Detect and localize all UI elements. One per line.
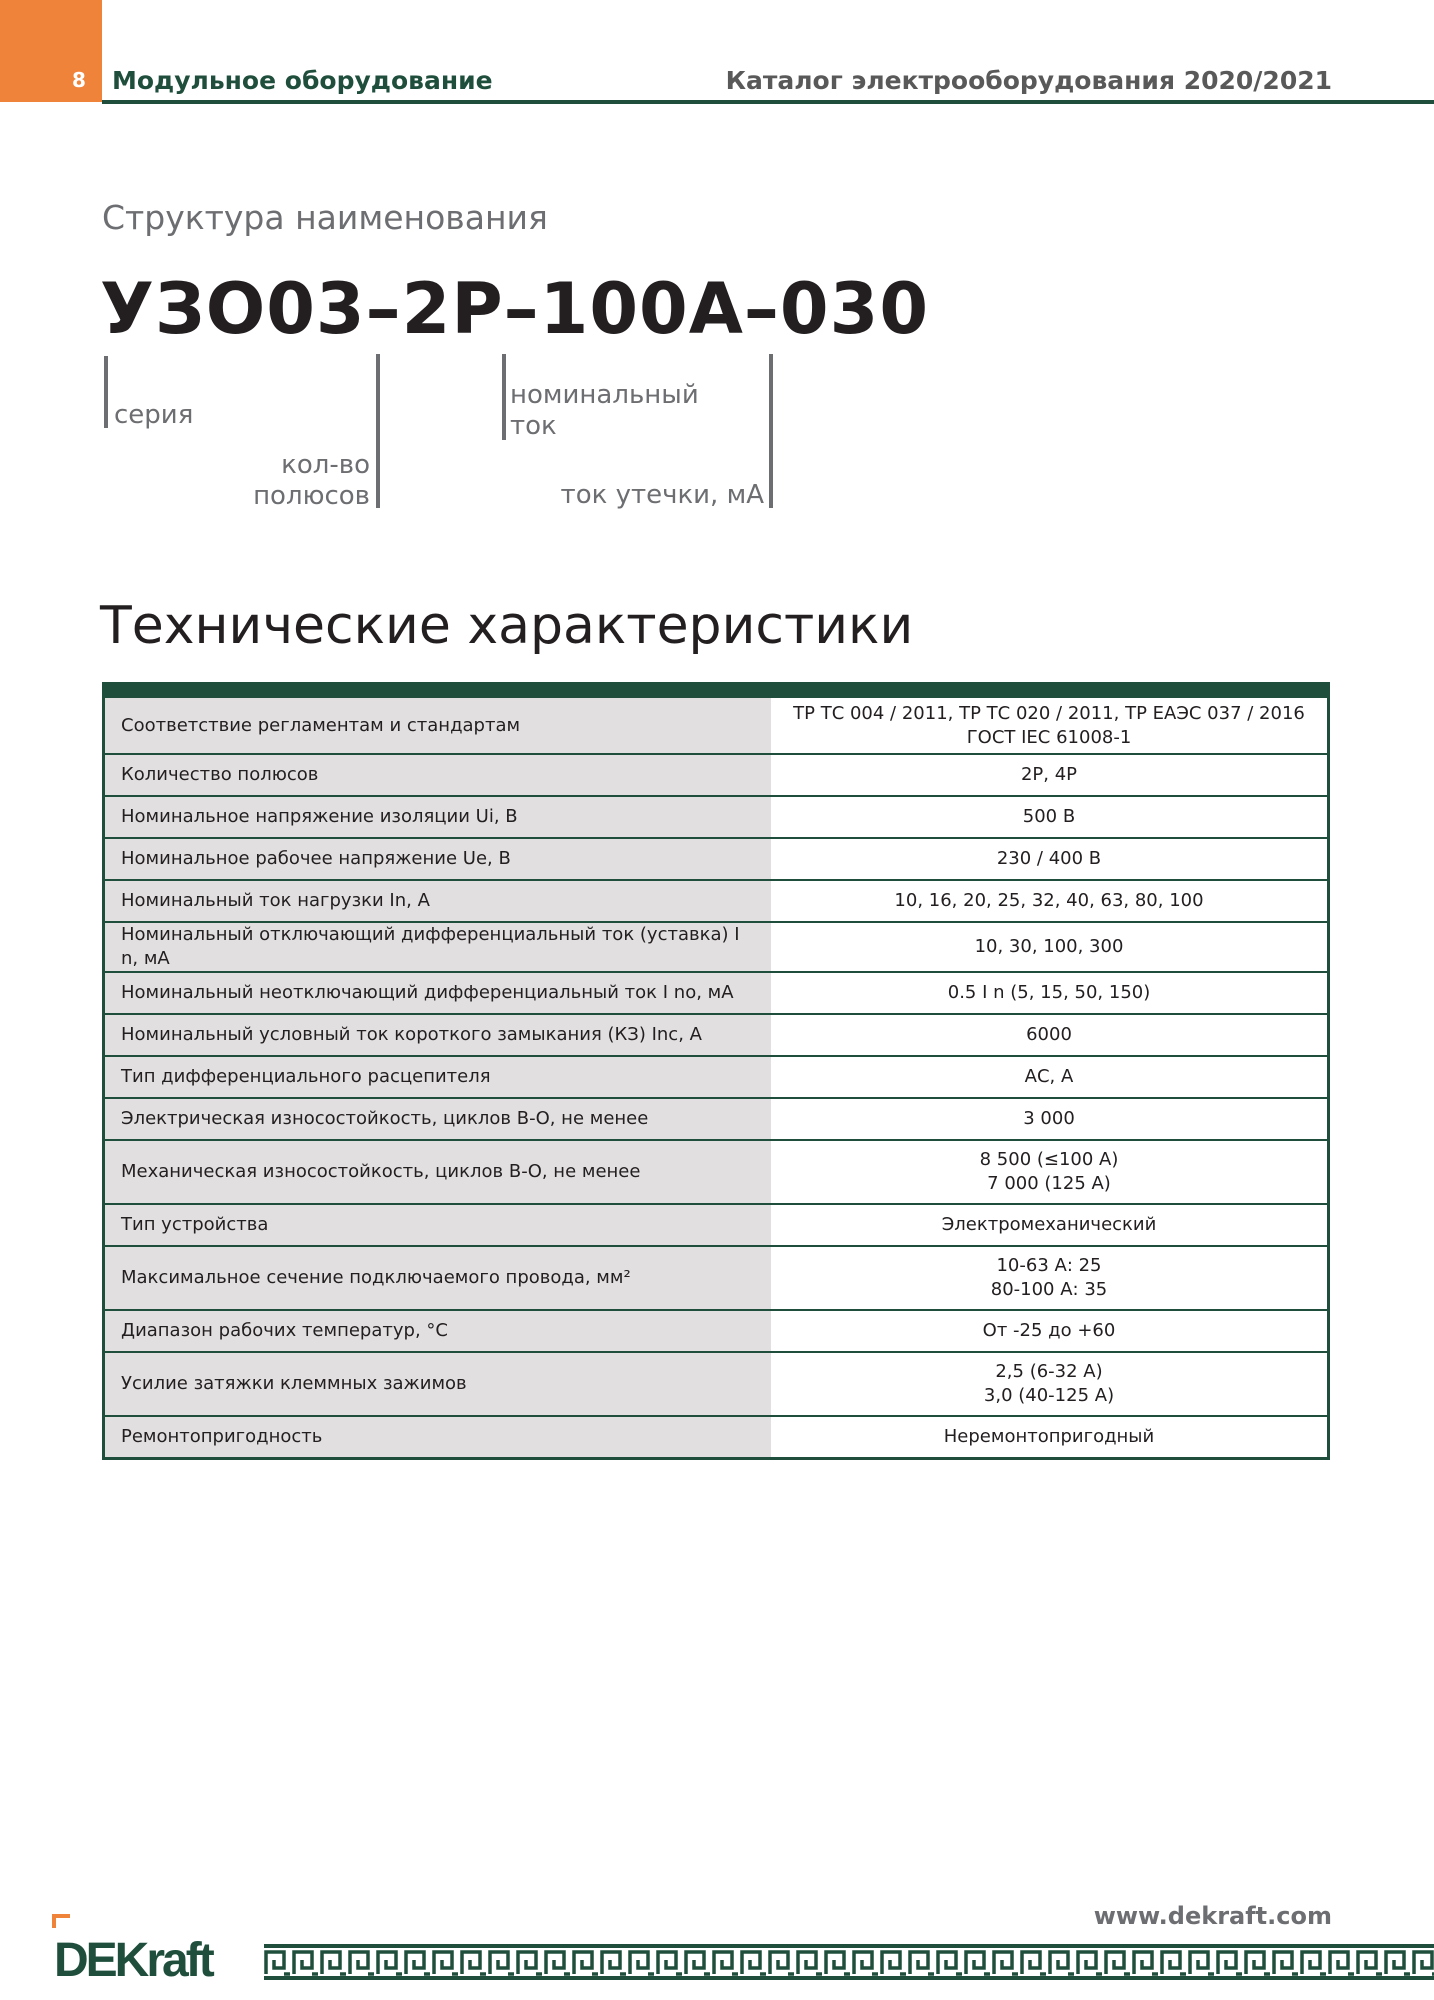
spec-value-line: 10, 16, 20, 25, 32, 40, 63, 80, 100 — [894, 890, 1204, 911]
spec-name: Номинальное рабочее напряжение Ue, В — [104, 838, 772, 880]
table-row — [104, 1098, 1329, 1140]
spec-value-line: 3 000 — [1023, 1108, 1075, 1129]
spec-name: Соответствие регламентам и стандартам — [104, 690, 772, 754]
spec-value — [771, 1246, 1329, 1310]
spec-value — [771, 838, 1329, 880]
spec-value — [771, 1056, 1329, 1098]
spec-value-line: 7 000 (125 А) — [987, 1173, 1111, 1194]
label-poles-line2: полюсов — [253, 481, 370, 511]
label-series: серия — [114, 400, 194, 430]
spec-value — [771, 1310, 1329, 1352]
product-code: УЗО03–2Р–100А–030 — [100, 268, 930, 350]
spec-name: Номинальный условный ток короткого замыкания (КЗ) Inc, А — [104, 1014, 772, 1056]
spec-value — [771, 972, 1329, 1014]
spec-value — [771, 1352, 1329, 1416]
spec-value — [771, 754, 1329, 796]
label-poles — [253, 450, 370, 512]
greek-key-ornament — [264, 1944, 1434, 1980]
spec-name: Номинальный ток нагрузки In, А — [104, 880, 772, 922]
page-number-tab — [0, 0, 102, 102]
spec-name: Номинальное напряжение изоляции Ui, В — [104, 796, 772, 838]
spec-value-line: 500 В — [1022, 806, 1076, 827]
label-rated-current — [510, 380, 699, 442]
spec-value-line: 2,5 (6-32 А) — [995, 1361, 1103, 1382]
website-link[interactable]: www.dekraft.com — [1093, 1902, 1332, 1930]
spec-value — [771, 690, 1329, 754]
spec-name: Номинальный неотключающий дифференциальный ток I no, мА — [104, 972, 772, 1014]
naming-structure-heading: Структура наименования — [102, 198, 548, 237]
table-row — [104, 1204, 1329, 1246]
spec-value — [771, 1416, 1329, 1458]
table-row — [104, 1416, 1329, 1458]
leakage-marker — [769, 354, 773, 508]
spec-value-line: Неремонтопригодный — [943, 1425, 1155, 1447]
table-row — [104, 838, 1329, 880]
spec-value-line: 8 500 (≤100 А) — [979, 1149, 1119, 1170]
table-row — [104, 1014, 1329, 1056]
table-row — [104, 1352, 1329, 1416]
section-title: Модульное оборудование — [112, 66, 493, 95]
spec-value — [771, 1204, 1329, 1246]
spec-value-line: АС, А — [1024, 1066, 1074, 1087]
table-row — [104, 880, 1329, 922]
spec-value — [771, 922, 1329, 972]
label-current-line1: номинальный — [510, 380, 699, 410]
specs-table — [102, 682, 1330, 1460]
spec-value-line: От -25 до +60 — [982, 1320, 1116, 1341]
table-row — [104, 1310, 1329, 1352]
label-leakage: ток утечки, мА — [560, 480, 764, 510]
spec-value-line: 10-63 А: 25 — [996, 1255, 1102, 1276]
spec-value-line: Электромеханический — [941, 1214, 1157, 1235]
spec-value — [771, 1140, 1329, 1204]
spec-name: Тип дифференциального расцепителя — [104, 1056, 772, 1098]
spec-name: Номинальный отключающий дифференциальный ток (уставка) I n, мА — [104, 922, 772, 972]
spec-name: Механическая износостойкость, циклов В-О, не менее — [104, 1140, 772, 1204]
spec-value-line: 0.5 I n (5, 15, 50, 150) — [947, 982, 1151, 1003]
spec-name: Ремонтопригодность — [104, 1416, 772, 1458]
spec-value-line: ТР ТС 004 / 2011, ТР ТС 020 / 2011, ТР ЕАЭС 037 / 2016 — [793, 702, 1305, 724]
label-poles-line1: кол-во — [281, 450, 370, 480]
spec-name: Максимальное сечение подключаемого провода, мм² — [104, 1246, 772, 1310]
spec-value-line: 80-100 А: 35 — [990, 1279, 1108, 1300]
logo-text: DEKraft — [54, 1934, 212, 1984]
spec-value-line: 6000 — [1026, 1024, 1072, 1045]
current-marker — [502, 354, 506, 440]
table-row — [104, 972, 1329, 1014]
table-row — [104, 1056, 1329, 1098]
catalog-title: Каталог электрооборудования 2020/2021 — [725, 66, 1332, 95]
header-divider — [102, 100, 1434, 104]
series-marker — [104, 356, 108, 428]
spec-name: Тип устройства — [104, 1204, 772, 1246]
table-row — [104, 754, 1329, 796]
spec-name: Количество полюсов — [104, 754, 772, 796]
spec-value-line: 3,0 (40-125 А) — [983, 1385, 1115, 1406]
page-number: 8 — [72, 68, 86, 92]
table-row — [104, 922, 1329, 972]
spec-value — [771, 1014, 1329, 1056]
spec-value-line: 230 / 400 В — [996, 848, 1102, 869]
spec-value-line: ГОСТ IEC 61008-1 — [966, 726, 1132, 748]
table-row — [104, 690, 1329, 754]
spec-value-line: 2Р, 4Р — [1020, 764, 1078, 785]
table-row — [104, 1246, 1329, 1310]
spec-value — [771, 1098, 1329, 1140]
tech-specs-heading: Технические характеристики — [100, 596, 914, 656]
spec-name: Электрическая износостойкость, циклов В-О, не менее — [104, 1098, 772, 1140]
spec-value — [771, 880, 1329, 922]
dekraft-logo — [52, 1914, 230, 1984]
table-row — [104, 796, 1329, 838]
poles-marker — [376, 354, 380, 508]
spec-name: Диапазон рабочих температур, °С — [104, 1310, 772, 1352]
spec-name: Усилие затяжки клеммных зажимов — [104, 1352, 772, 1416]
spec-value — [771, 796, 1329, 838]
label-current-line2: ток — [510, 411, 557, 441]
spec-value-line: 10, 30, 100, 300 — [974, 936, 1124, 957]
table-row — [104, 1140, 1329, 1204]
